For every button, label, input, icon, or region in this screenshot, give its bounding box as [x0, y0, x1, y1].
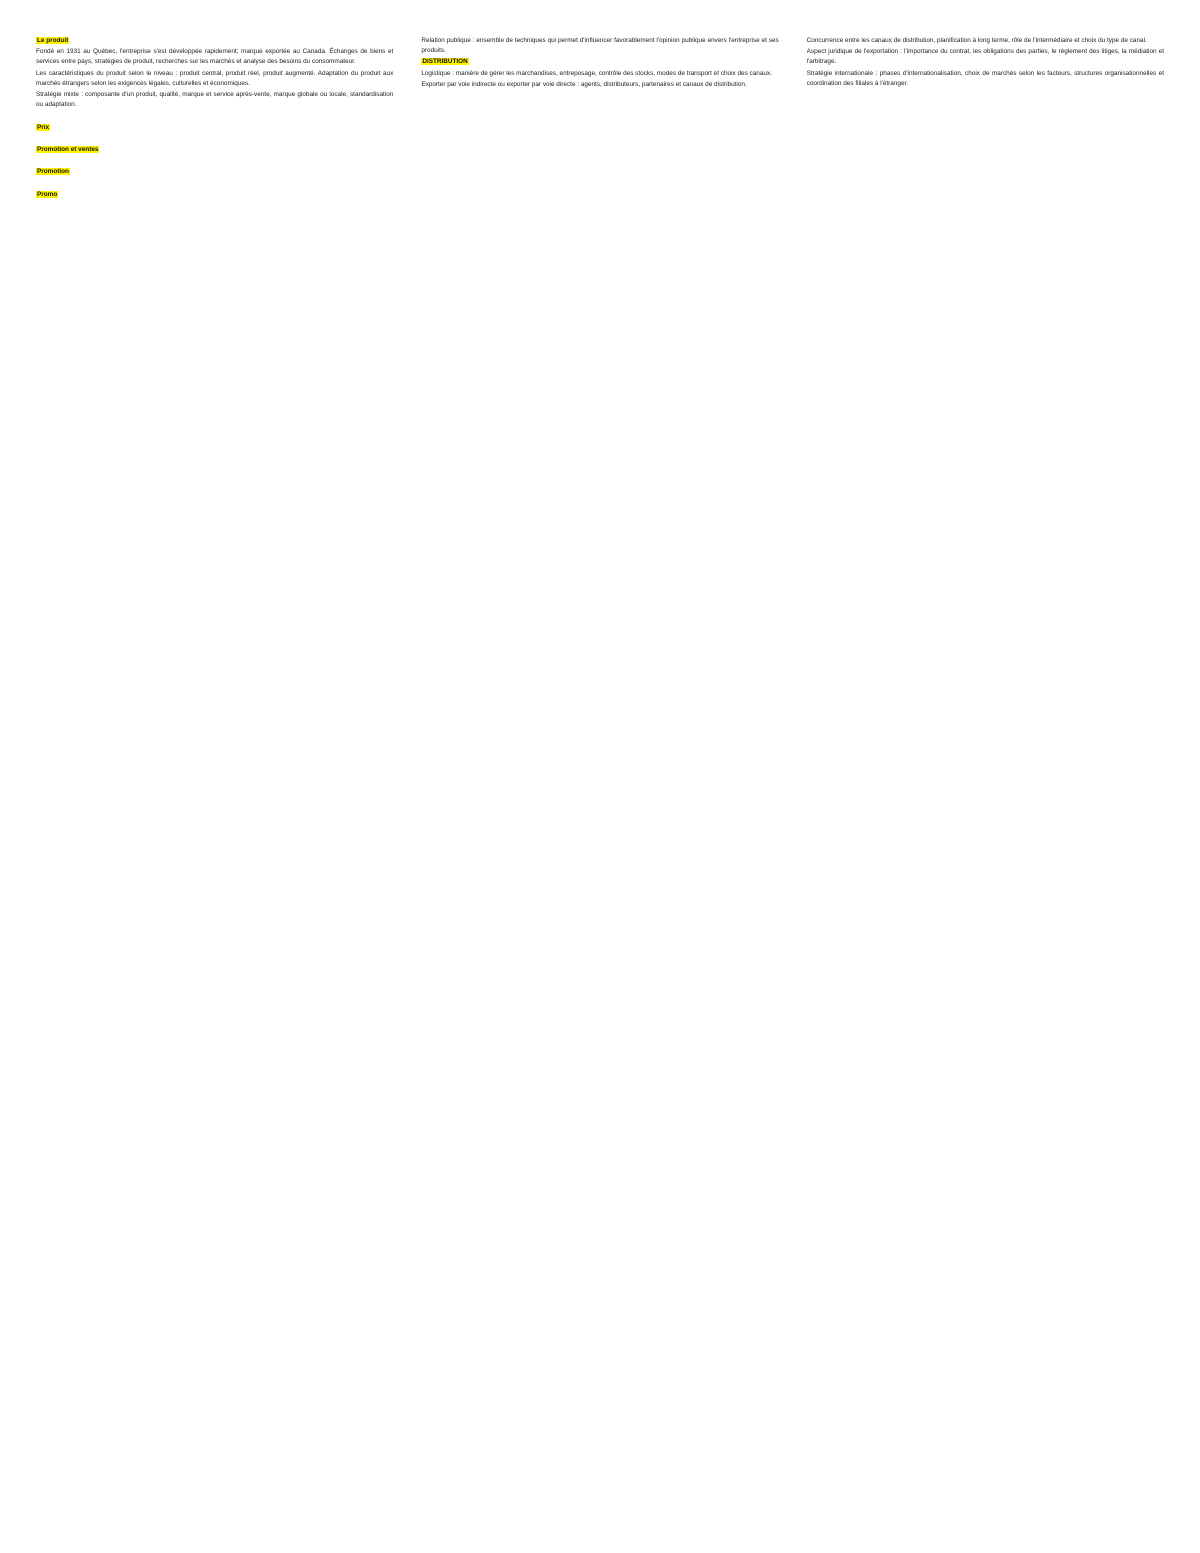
section-heading: Prix — [37, 123, 50, 131]
paragraph: Aspect juridique de l'exportation : l'importance du contrat, les obligations des parties, le règlement des litiges, la médiation et l'arbitrage. — [806, 48, 1164, 66]
paragraph: Stratégie mixte : composante d'un produit, qualité, marque et service après-vente, marque globale ou locale, standardisation ou adaptation. — [36, 91, 394, 109]
section-heading: DISTRIBUTION — [422, 58, 468, 66]
paragraph: Les caractéristiques du produit selon le niveau : produit central, produit réel, produit augmenté. Adaptation du produit aux marchés étrangers selon les exigences légales, culturelles et économiques. — [36, 69, 394, 87]
section-heading: Promotion — [37, 168, 69, 176]
section-heading: Promotion et ventes — [37, 146, 99, 154]
paragraph: Fondé en 1931 au Québec, l'entreprise s'est développée rapidement; marque exportée au Canada. Échanges de biens et services entre pays, stratégies de produit, recherches sur les marchés et analyse des besoins du consommateur. — [36, 48, 394, 66]
paragraph: Relation publique : ensemble de techniques qui permet d'influencer favorablement l'opinion publique envers l'entreprise et ses produits. — [421, 37, 779, 55]
column-2 — [421, 36, 778, 1523]
paragraph: Exporter par voie indirecte ou exporter par voie directe : agents, distributeurs, partenaires et canaux de distribution. — [421, 80, 747, 88]
paragraph: Stratégie internationale : phases d'internationalisation, choix de marchés selon les facteurs, structures organisationnelles et coordination des filiales à l'étranger. — [806, 69, 1164, 87]
section-heading: Le produit — [37, 37, 69, 44]
column-3 — [807, 36, 1164, 1523]
paragraph: Logistique : manière de gérer les marchandises, entreposage, contrôle des stocks, modes de transport et choix des canaux. — [421, 69, 772, 77]
paragraph: Concurrence entre les canaux de distribution, planification à long terme, rôle de l'intermédiaire et choix du type de canal. — [806, 37, 1147, 44]
section-heading: Promo — [37, 190, 58, 198]
column-1 — [36, 36, 393, 1523]
